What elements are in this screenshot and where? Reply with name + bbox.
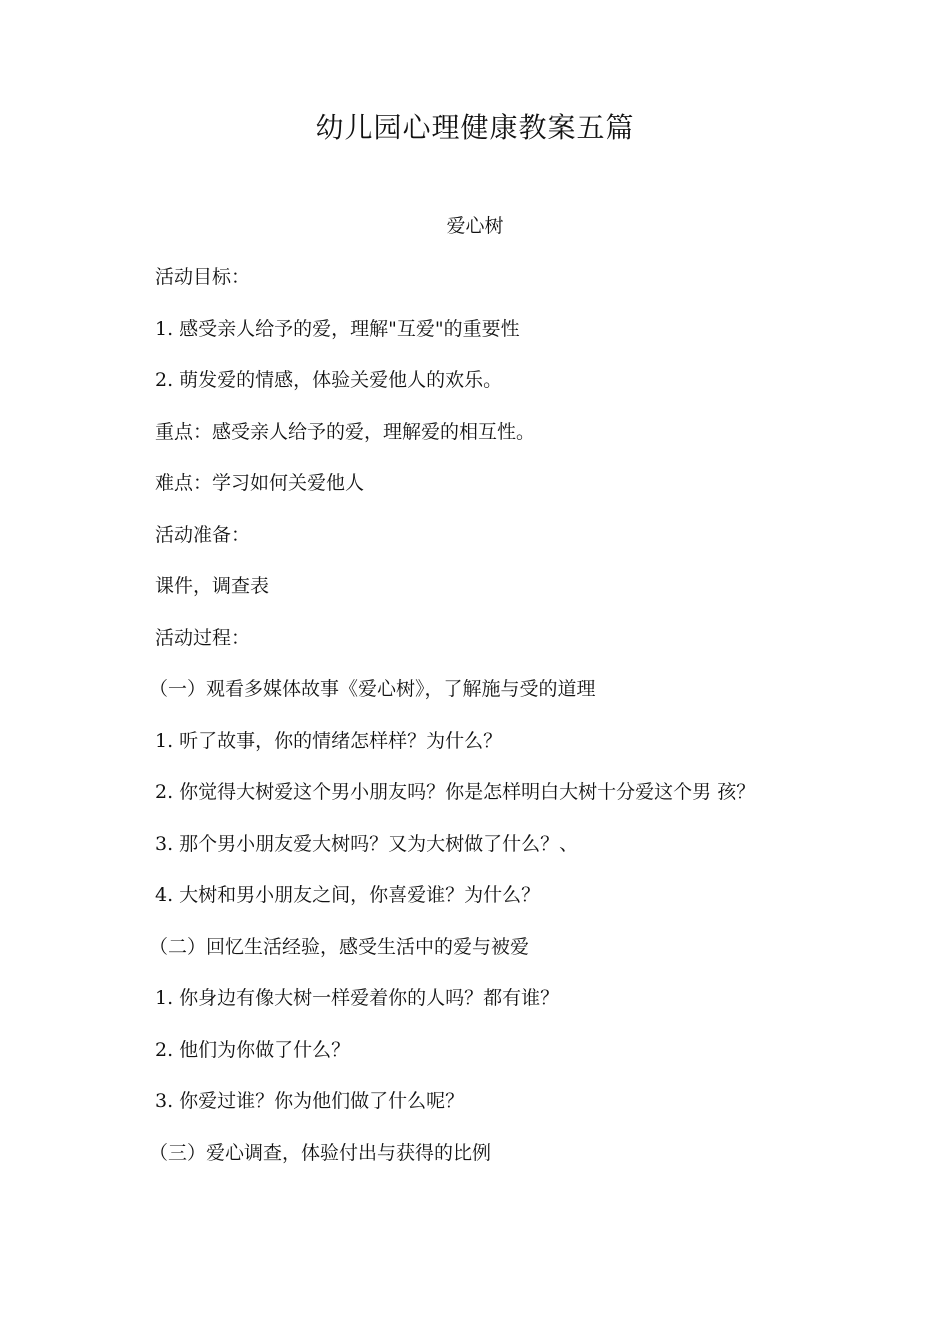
preparation-items: 课件，调查表 xyxy=(155,575,270,597)
question-item: 1. 你身边有像大树一样爱着你的人吗？都有谁？ xyxy=(155,987,560,1009)
process-step-3: （三）爱心调查，体验付出与获得的比例 xyxy=(149,1141,492,1164)
question-item: 3. 你爱过谁？你为他们做了什么呢？ xyxy=(155,1090,465,1112)
section-title: 爱心树 xyxy=(446,215,504,237)
key-point: 重点：感受亲人给予的爱，理解爱的相互性。 xyxy=(155,420,536,443)
document-title: 幼儿园心理健康教案五篇 xyxy=(315,111,635,144)
question-item: 2. 你觉得大树爱这个男小朋友吗？你是怎样明白大树十分爱这个男 孩？ xyxy=(155,781,756,803)
question-item: 4. 大树和男小朋友之间，你喜爱谁？为什么？ xyxy=(155,884,541,906)
question-item: 3. 那个男小朋友爱大树吗？又为大树做了什么？、 xyxy=(155,832,579,855)
heading-activity-preparation: 活动准备： xyxy=(155,523,251,546)
goal-item-2: 2. 萌发爱的情感，体验关爱他人的欢乐。 xyxy=(155,369,503,391)
document-body xyxy=(149,262,855,1189)
heading-activity-goals: 活动目标： xyxy=(155,266,251,288)
question-item: 2. 他们为你做了什么？ xyxy=(155,1038,351,1061)
process-step-1: （一）观看多媒体故事《爱心树》，了解施与受的道理 xyxy=(149,678,596,700)
goal-item-1: 1. 感受亲人给予的爱，理解"互爱"的重要性 xyxy=(155,317,520,340)
heading-activity-process: 活动过程： xyxy=(155,626,251,649)
difficult-point: 难点：学习如何关爱他人 xyxy=(155,472,365,494)
question-item: 1. 听了故事，你的情绪怎样样？为什么？ xyxy=(155,729,503,752)
process-step-2: （二）回忆生活经验，感受生活中的爱与被爱 xyxy=(149,935,530,958)
